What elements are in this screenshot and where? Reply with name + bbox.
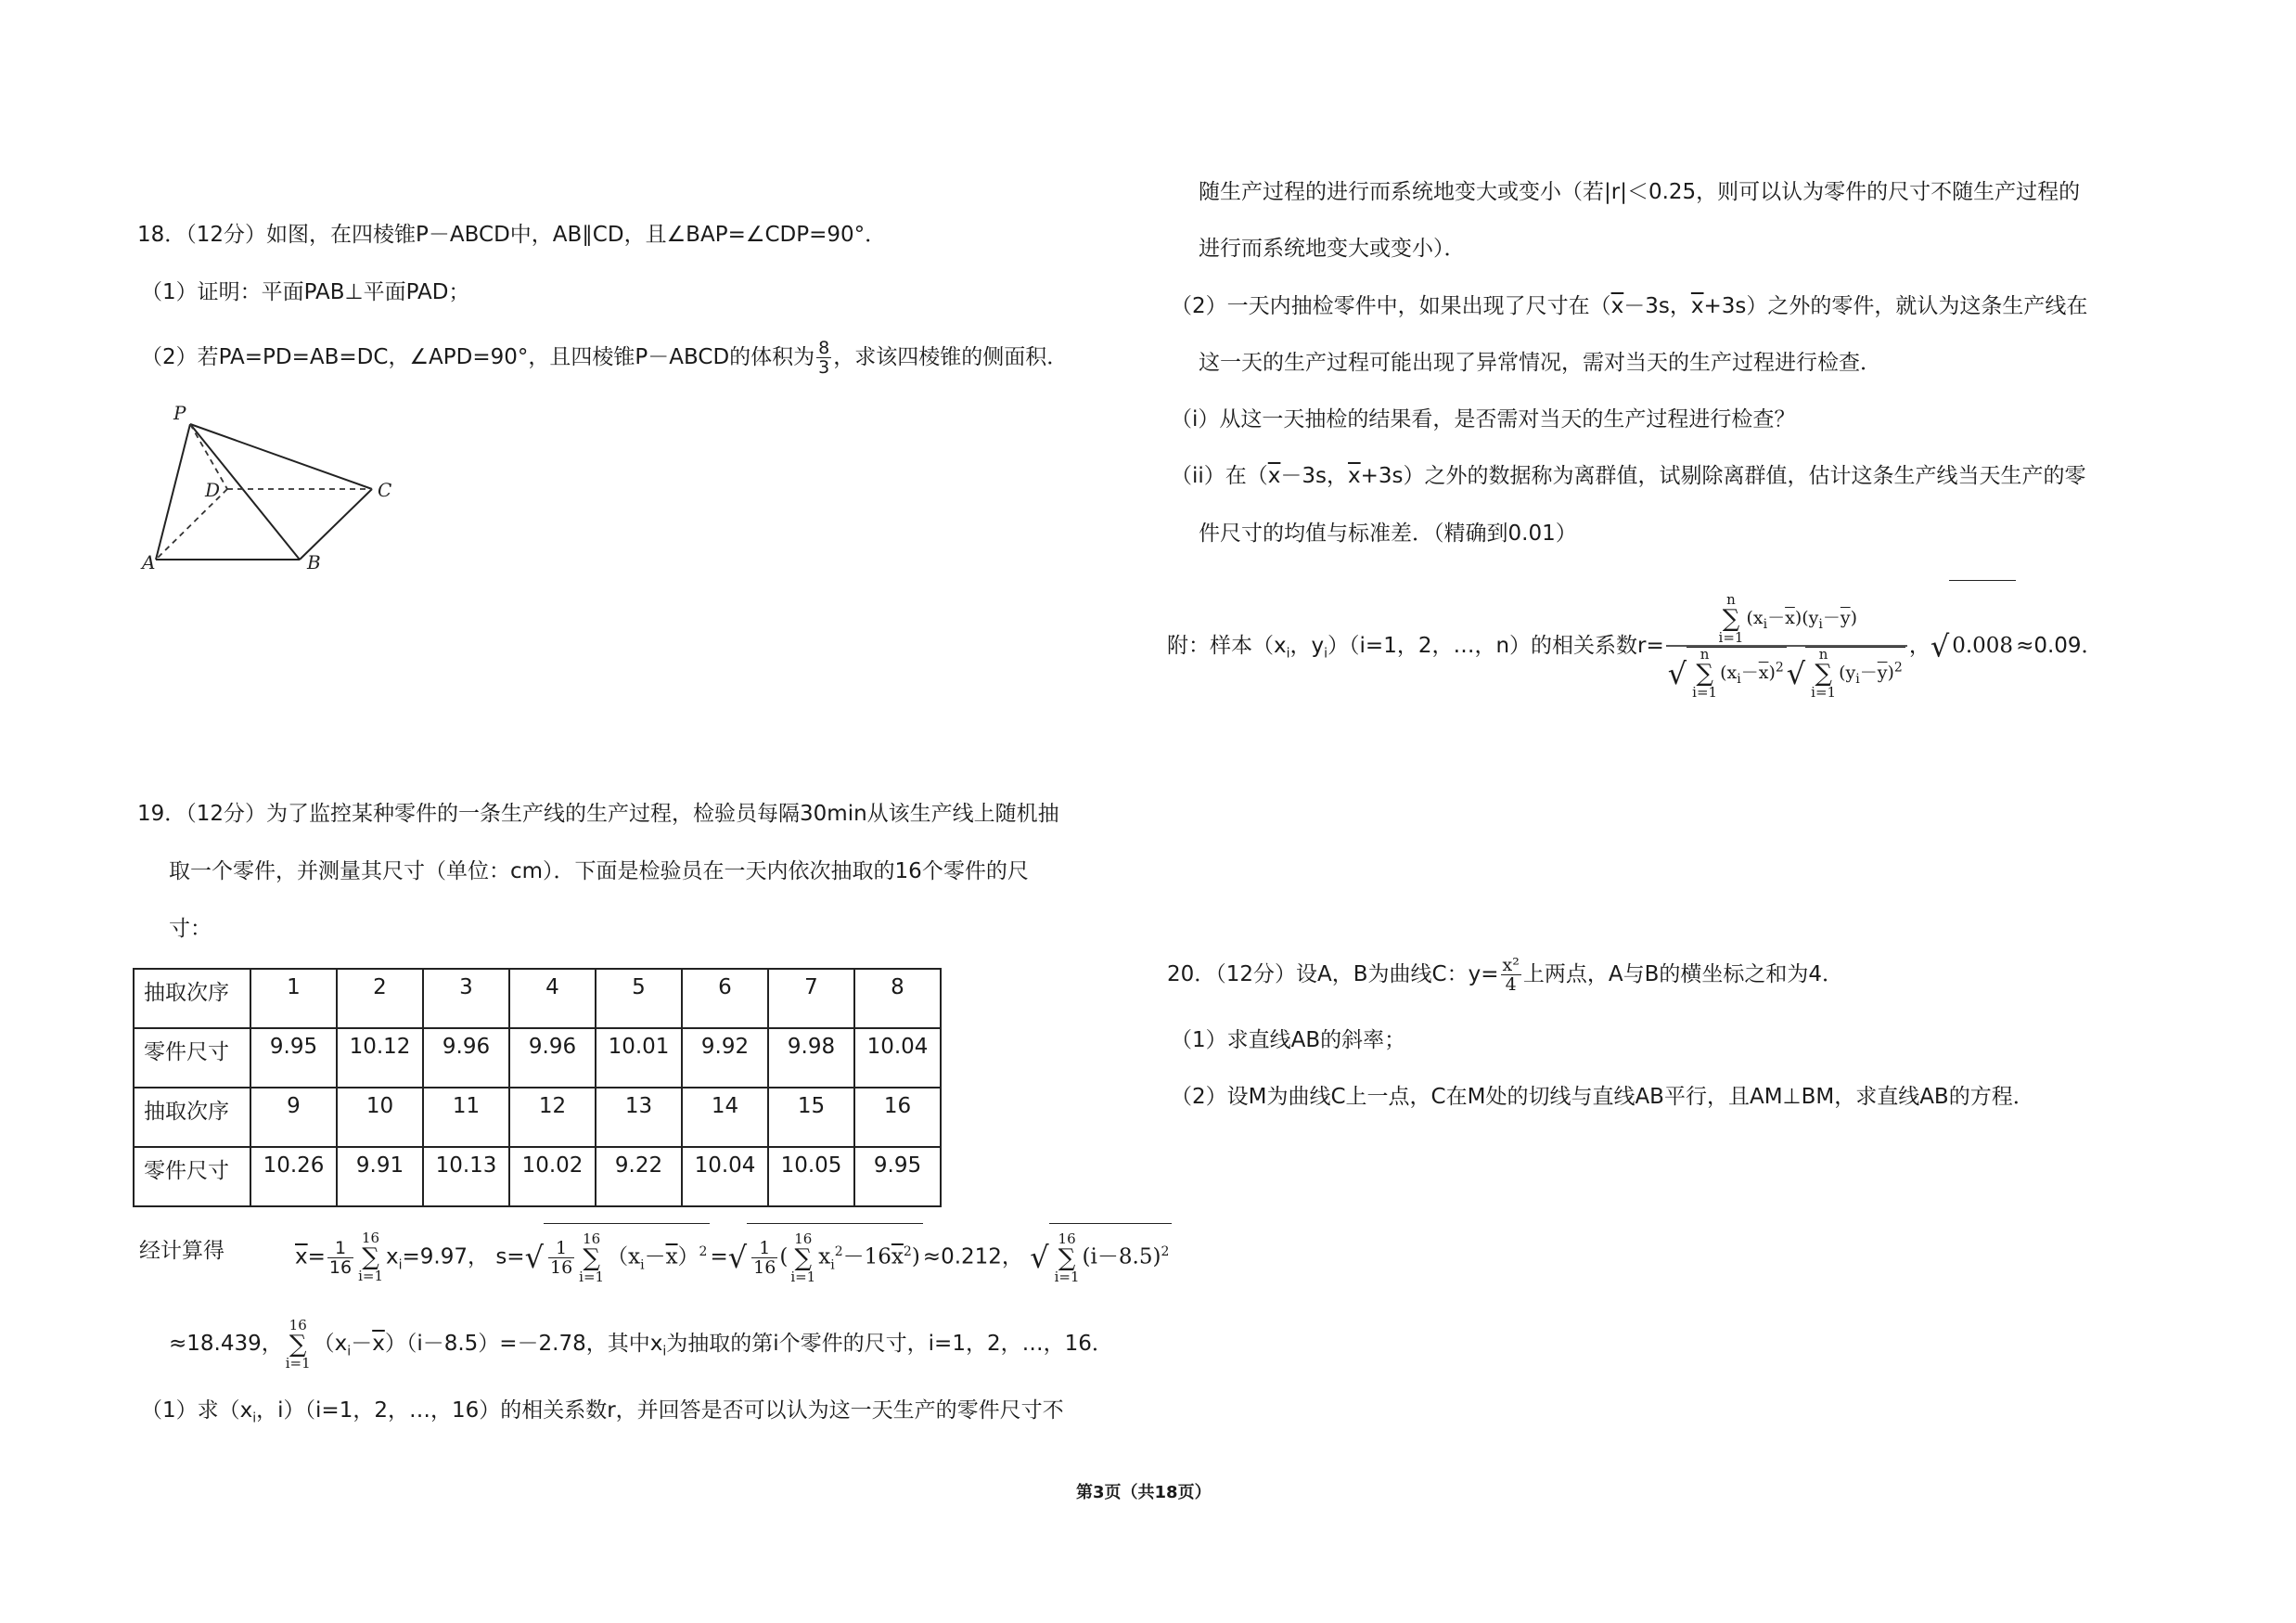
table-row	[134, 1028, 941, 1088]
p2ii-c: +3s）之外的数据称为离群值，试剔除离群值，估计这条生产线当天生产的零	[1360, 464, 2086, 488]
cov-tail: 为抽取的第i个零件的尺寸，i=1，2，…，16．	[666, 1332, 1113, 1356]
label-C: C	[378, 479, 392, 501]
fraction-x2-4	[1501, 956, 1521, 994]
table-cell: 10.02	[509, 1147, 596, 1206]
table-cell: 9.95	[854, 1147, 941, 1206]
stats-line2: ≈18.439，16 ∑ $i=1(x_i-\overline{x})(i-8.5)=-2.78$，其中$x_i$为抽取的第i个零件的尺寸，i=1，2，…，16．	[169, 1316, 1113, 1372]
app-b: ，y	[1289, 634, 1325, 658]
row-header: 零件尺寸	[134, 1028, 250, 1088]
table-cell: 9.92	[682, 1028, 768, 1088]
frac-num: x²	[1502, 955, 1520, 975]
stats-formula: $\overline{x}=$ $\frac{1}{16}$ 16 ∑ $i=1x_i=9.97$， s=√ $\frac{1}{16}$ 16 ∑ $i=1(x_i-\overline{x})^2$ =√ $\frac{1}{16}$ (16 ∑ $i=1x_i^2-16\overline{x}^2) \approx 0.212$， √16 ∑ $i=1(i-8.5)^2$	[295, 1223, 1172, 1293]
q19-part1-line2: 随生产过程的进行而系统地变大或变小（若|r|＜0.25，则可以认为零件的尺寸不随生产过程的	[1199, 180, 2081, 204]
table-cell: 15	[768, 1088, 854, 1147]
table-row	[134, 1088, 941, 1147]
table-cell: 1	[250, 969, 337, 1028]
table-cell: 11	[423, 1088, 509, 1147]
label-A: A	[142, 551, 156, 571]
table-cell: 10	[337, 1088, 423, 1147]
cov-value: （i－8.5）=－2.78，其中x	[405, 1332, 663, 1356]
q20-title	[1167, 956, 1843, 994]
table-cell: 9.96	[423, 1028, 509, 1088]
table-cell: 10.26	[250, 1147, 337, 1206]
table-cell: 16	[854, 1088, 941, 1147]
table-cell: 9.22	[596, 1147, 682, 1206]
std-formula: $\frac{1}{16}$ 16 ∑ $i=1(x_i-\overline{x})^2$	[544, 1223, 710, 1293]
label-B: B	[307, 551, 321, 571]
q19-part1-line1: （1）求（$x_i$，i）（i=1，2，…，16）的相关系数r，并回答是否可以认为这一天生产的零件尺寸不	[141, 1398, 1064, 1426]
table-cell: 9.98	[768, 1028, 854, 1088]
cov-expr: （x	[313, 1332, 348, 1356]
table-cell: 3	[423, 969, 509, 1028]
app-a: 附：样本（x	[1167, 634, 1287, 658]
table-cell: 14	[682, 1088, 768, 1147]
row-header: 零件尺寸	[134, 1147, 250, 1206]
label-P: P	[173, 402, 186, 424]
correlation-fraction: n ∑ $i=1(x_i-\overline{x})(y_i-\overline{y})$ √n ∑ $i=1(x_i-\overline{x})^2√n$ ∑ $i=1(y_i-\overline{y})^2$	[1666, 593, 1907, 700]
table-cell: 13	[596, 1088, 682, 1147]
frac-den: 3	[818, 357, 830, 378]
part1-a: （1）求（x	[141, 1398, 253, 1423]
p2ii-b: －3s，	[1280, 464, 1349, 488]
q20-part2: （2）设M为曲线C上一点，C在M处的切线与直线AB平行，且AM⊥BM，求直线AB的方程．	[1171, 1085, 2034, 1109]
table-cell: 4	[509, 969, 596, 1028]
q18-title: 18．（12分）如图，在四棱锥P－ABCD中，AB∥CD，且∠BAP=∠CDP=90°．	[137, 223, 887, 247]
p2-c: +3s）之外的零件，就认为这条生产线在	[1703, 294, 2088, 318]
table-cell: 9	[250, 1088, 337, 1147]
part1-b: ，i）（i=1，2，…，16）的相关系数r，并回答是否可以认为这一天生产的零件尺寸不	[256, 1398, 1064, 1423]
fraction-8-3	[816, 339, 831, 377]
table-cell: 9.95	[250, 1028, 337, 1088]
row-header: 抽取次序	[134, 1088, 250, 1147]
frac-den: 4	[1505, 974, 1517, 995]
sample-size-table	[133, 968, 942, 1207]
q18-part1: （1）证明：平面PAB⊥平面PAD；	[141, 280, 470, 304]
sqrt-i-value: ≈18.439，	[169, 1332, 283, 1356]
table-cell: 10.12	[337, 1028, 423, 1088]
q18-part2	[141, 339, 1068, 377]
sum-icon: 16 ∑ i=1	[358, 1230, 384, 1285]
q20-part1: （1）求直线AB的斜率；	[1171, 1028, 1406, 1052]
p2-b: －3s，	[1623, 294, 1691, 318]
q19-part2-line1: （2）一天内抽检零件中，如果出现了尺寸在（$\overline{x}-3s$，$\overline{x}+3s$）之外的零件，就认为这条生产线在	[1171, 294, 2088, 318]
label-D: D	[205, 479, 221, 501]
mean-value: =9.97，	[402, 1244, 490, 1269]
table-cell: 12	[509, 1088, 596, 1147]
q19-line1: 19．（12分）为了监控某种零件的一条生产线的生产过程，检验员每隔30min从该生产线上随机抽	[137, 802, 1059, 826]
table-cell: 10.01	[596, 1028, 682, 1088]
q19-part2-ii-line2: 件尺寸的均值与标准差．（精确到0.01）	[1199, 522, 1577, 546]
sum-icon: 16 ∑ i=1	[285, 1316, 311, 1372]
frac-num: 8	[818, 338, 830, 358]
q18-part2-tail: ，求该四棱锥的侧面积．	[833, 345, 1069, 369]
q20-b: 上两点，A与B的横坐标之和为4．	[1522, 962, 1843, 986]
xbar-symbol: $\overline{x}$	[295, 1244, 308, 1269]
table-cell: 9.96	[509, 1028, 596, 1088]
table-cell: 10.05	[768, 1147, 854, 1206]
q19-part1-line3: 进行而系统地变大或变小）．	[1199, 237, 1466, 261]
app-c: ）（i=1，2，…，n）的相关系数r=	[1328, 634, 1664, 658]
sqrt-arg: 0.008	[1949, 580, 2016, 711]
q19-part2-i: （i）从这一天抽检的结果看，是否需对当天的生产过程进行检查？	[1171, 407, 1796, 432]
stats-label: 经计算得	[139, 1239, 224, 1263]
q19-line2: 取一个零件，并测量其尺寸（单位：cm）．下面是检验员在一天内依次抽取的16个零件的尺	[169, 859, 1029, 883]
table-cell: 5	[596, 969, 682, 1028]
table-cell: 8	[854, 969, 941, 1028]
p2ii-a: （ii）在（	[1171, 464, 1268, 488]
table-cell: 2	[337, 969, 423, 1028]
table-cell: 9.91	[337, 1147, 423, 1206]
q19-part2-line2: 这一天的生产过程可能出现了异常情况，需对当天的生产过程进行检查．	[1199, 351, 1881, 375]
q19-line3: 寸：	[169, 917, 212, 941]
table-cell: 10.04	[682, 1147, 768, 1206]
table-row	[134, 1147, 941, 1206]
sqrt-i-formula: 16 ∑ $i=1(i-8.5)^2$	[1049, 1223, 1173, 1285]
row-header: 抽取次序	[134, 969, 250, 1028]
fraction-1-16: $\frac{1}{16}$	[328, 1237, 353, 1278]
table-cell: 10.04	[854, 1028, 941, 1088]
q19-part2-ii: （ii）在（$\overline{x}-3s$，$\overline{x}+3s$）之外的数据称为离群值，试剔除离群值，估计这条生产线当天生产的零	[1171, 464, 2086, 488]
pyramid-figure	[135, 394, 404, 571]
q20-a: 20．（12分）设A，B为曲线C：y=	[1167, 962, 1499, 986]
app-tail: ≈0.09．	[2016, 634, 2103, 658]
page-number: 第3页（共18页）	[1076, 1483, 1212, 1502]
p2-a: （2）一天内抽检零件中，如果出现了尺寸在（	[1171, 294, 1611, 318]
s-value: ≈0.212，	[922, 1244, 1023, 1269]
table-row	[134, 969, 941, 1028]
appendix-formula: 附：样本（$x_i$，$y_i)(i=1$，2，…，n）的相关系数r= n ∑ $i=1(x_i-\overline{x})(y_i-\overline{y})$ √n ∑ $i=1(x_i-\overline{x})^2√n$ ∑ $i=1(y_i-\overline{y})^2$ ，√ 0.008 ≈0.09．	[1167, 580, 2103, 710]
q18-part2-text: （2）若PA=PD=AB=DC，∠APD=90°，且四棱锥P－ABCD的体积为	[141, 345, 815, 369]
table-cell: 10.13	[423, 1147, 509, 1206]
table-cell: 6	[682, 969, 768, 1028]
std-formula-2: $\frac{1}{16}$ (16 ∑ $i=1x_i^2-16\overline{x}^2$)	[747, 1223, 923, 1293]
table-cell: 7	[768, 969, 854, 1028]
